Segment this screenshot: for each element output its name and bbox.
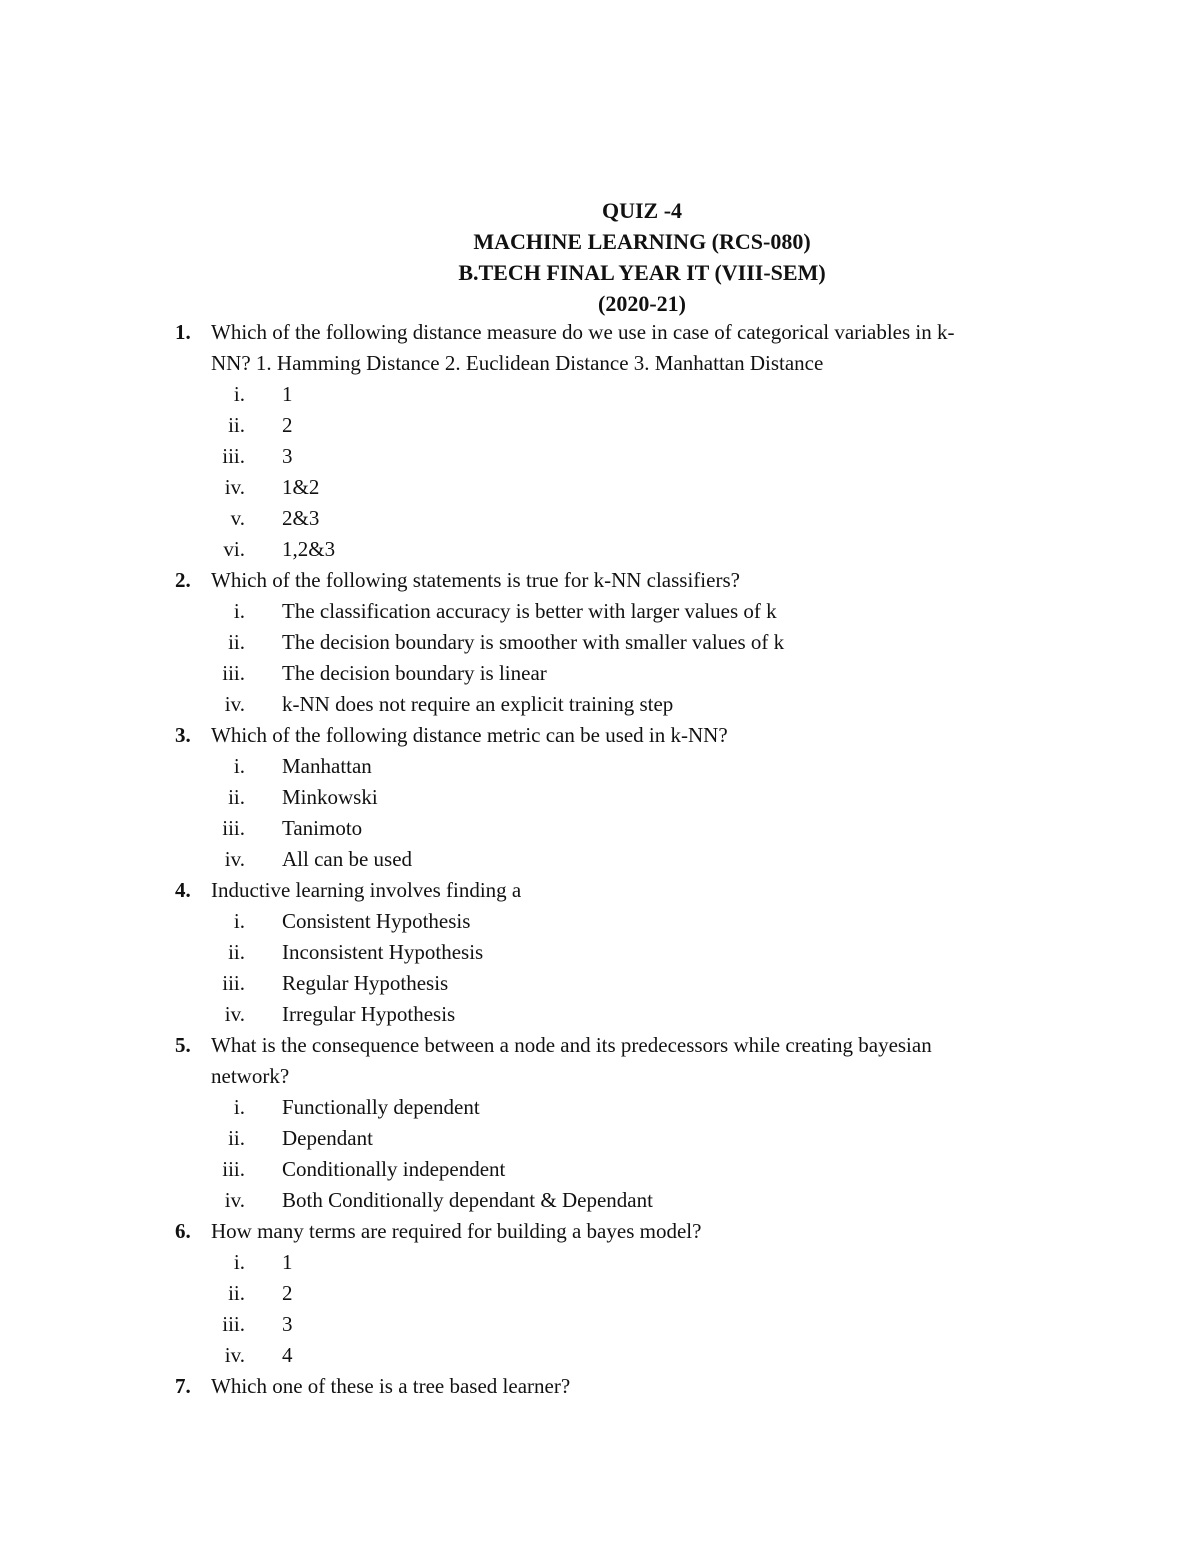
option-text: 3 (282, 1312, 293, 1336)
option-number: vi. (223, 537, 245, 561)
question-text-block (0, 1371, 1051, 1402)
option-text: Inconsistent Hypothesis (282, 940, 484, 964)
question-7 (0, 1371, 1200, 1402)
question-number: 5. (175, 1033, 191, 1057)
question-number: 4. (175, 878, 191, 902)
question-number: 6. (175, 1219, 191, 1243)
program-title: B.TECH FINAL YEAR IT (VIII-SEM) (458, 260, 826, 285)
option (0, 968, 1200, 999)
question-text: How many terms are required for building a bayes model? (211, 1219, 702, 1243)
option-number: i. (233, 382, 245, 406)
question-text-block (0, 720, 1051, 751)
option (0, 937, 1200, 968)
option-number: i. (233, 754, 245, 778)
option (0, 1154, 1200, 1185)
option (0, 1123, 1200, 1154)
option (0, 844, 1200, 875)
option-number: iii. (222, 1312, 245, 1336)
option (0, 534, 1200, 565)
question-4 (0, 875, 1200, 1030)
option-text: The classification accuracy is better with larger values of k (282, 599, 777, 623)
option (0, 906, 1200, 937)
course-title: MACHINE LEARNING (RCS-080) (473, 229, 811, 254)
option-number: i. (233, 909, 245, 933)
option-number: i. (233, 599, 245, 623)
question-text-line-1: What is the consequence between a node and its predecessors while creating bayesian (211, 1033, 932, 1057)
option (0, 999, 1200, 1030)
option-text: 2 (282, 413, 293, 437)
option-text: Manhattan (282, 754, 372, 778)
option-text: Tanimoto (282, 816, 363, 840)
option-text: 2&3 (282, 506, 320, 530)
option-number: iv. (224, 1188, 245, 1212)
option-text: 3 (282, 444, 293, 468)
option (0, 379, 1200, 410)
question-text-block (0, 565, 1051, 596)
option-text: 4 (282, 1343, 293, 1367)
question-1 (0, 317, 1200, 565)
option-text: k-NN does not require an explicit training step (282, 692, 674, 716)
option-text: 1,2&3 (282, 537, 336, 561)
option-number: iv. (224, 692, 245, 716)
option (0, 410, 1200, 441)
option-text: The decision boundary is smoother with smaller values of k (282, 630, 785, 654)
question-6 (0, 1216, 1200, 1371)
quiz-title: QUIZ -4 (601, 198, 683, 223)
option-number: iv. (224, 1002, 245, 1026)
option-number: iv. (224, 475, 245, 499)
option (0, 627, 1200, 658)
option-number: iv. (224, 847, 245, 871)
option (0, 782, 1200, 813)
option-text: Both Conditionally dependant & Dependant (282, 1188, 653, 1212)
question-text: Which of the following distance metric can be used in k-NN? (211, 723, 728, 747)
question-text: Inductive learning involves finding a (211, 878, 522, 902)
option-number: ii. (228, 940, 245, 964)
option-number: iii. (222, 661, 245, 685)
option (0, 441, 1200, 472)
option (0, 1340, 1200, 1371)
option-number: i. (233, 1250, 245, 1274)
option-number: ii. (228, 785, 245, 809)
option-text: Dependant (282, 1126, 373, 1150)
question-text: Which of the following statements is true for k-NN classifiers? (211, 568, 740, 592)
option-text: All can be used (282, 847, 413, 871)
option-number: iv. (224, 1343, 245, 1367)
question-text-block (0, 1216, 1051, 1247)
option (0, 472, 1200, 503)
option-text: Irregular Hypothesis (282, 1002, 456, 1026)
question-2 (0, 565, 1200, 720)
option-text: Minkowski (282, 785, 378, 809)
option-text: The decision boundary is linear (282, 661, 547, 685)
question-3 (0, 720, 1200, 875)
option (0, 658, 1200, 689)
question-text-block (0, 875, 1051, 906)
option (0, 689, 1200, 720)
session-year: (2020-21) (598, 291, 686, 316)
option (0, 1278, 1200, 1309)
option-number: iii. (222, 816, 245, 840)
option-text: Regular Hypothesis (282, 971, 449, 995)
option-text: 1&2 (282, 475, 320, 499)
option-number: ii. (228, 630, 245, 654)
question-text-block (0, 1030, 1051, 1092)
question-list (0, 317, 1200, 1402)
option-number: ii. (228, 1281, 245, 1305)
question-text-line-2: NN? 1. Hamming Distance 2. Euclidean Distance 3. Manhattan Distance (211, 351, 824, 375)
option-number: v. (230, 506, 245, 530)
option (0, 1247, 1200, 1278)
question-number: 2. (175, 568, 191, 592)
document-header (0, 195, 1200, 319)
option (0, 813, 1200, 844)
option-text: Functionally dependent (282, 1095, 480, 1119)
option-number: iii. (222, 444, 245, 468)
question-text-line-2: network? (211, 1064, 290, 1088)
option-number: ii. (228, 413, 245, 437)
option-number: iii. (222, 971, 245, 995)
option (0, 1092, 1200, 1123)
option (0, 1309, 1200, 1340)
option (0, 596, 1200, 627)
option-number: iii. (222, 1157, 245, 1181)
option-number: ii. (228, 1126, 245, 1150)
option-text: 1 (282, 1250, 293, 1274)
option-text: 2 (282, 1281, 293, 1305)
question-number: 7. (175, 1374, 191, 1398)
option-text: Conditionally independent (282, 1157, 506, 1181)
option-text: 1 (282, 382, 293, 406)
question-text-block (0, 317, 1051, 379)
option (0, 1185, 1200, 1216)
option-number: i. (233, 1095, 245, 1119)
option-text: Consistent Hypothesis (282, 909, 471, 933)
option (0, 751, 1200, 782)
question-number: 1. (175, 320, 191, 344)
question-number: 3. (175, 723, 191, 747)
question-text-line-1: Which of the following distance measure do we use in case of categorical variables in k- (211, 320, 955, 344)
question-5 (0, 1030, 1200, 1216)
question-text: Which one of these is a tree based learner? (211, 1374, 571, 1398)
option (0, 503, 1200, 534)
